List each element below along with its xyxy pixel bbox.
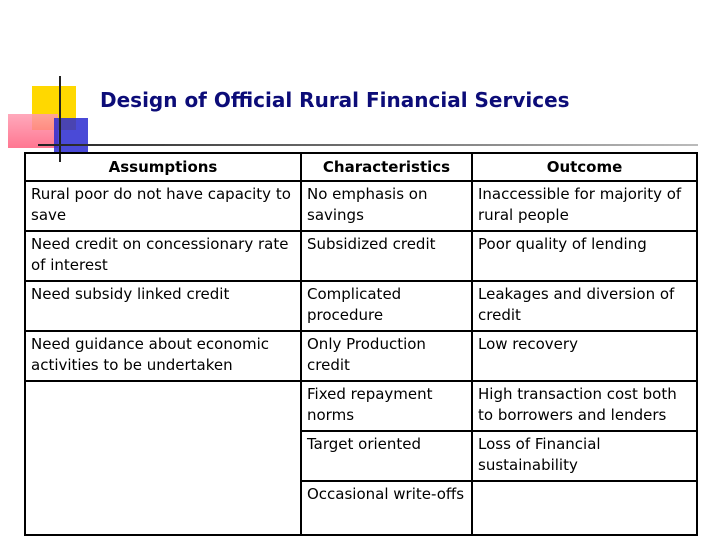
assumption-cell: Need guidance about economic activities to be undertaken (25, 331, 301, 381)
characteristic-cell: No emphasis on savings (301, 181, 472, 231)
outcome-cell: Poor quality of lending (472, 231, 697, 281)
header-outcome: Outcome (472, 153, 697, 181)
decor-pink-square (8, 114, 58, 148)
table-row (25, 281, 697, 331)
outcome-cell (472, 481, 697, 535)
characteristic-cell: Complicated procedure (301, 281, 472, 331)
assumption-cell: Need credit on concessionary rate of interest (25, 231, 301, 281)
outcome-cell: Inaccessible for majority of rural people (472, 181, 697, 231)
decor-vertical-line (59, 76, 61, 162)
table-row (25, 331, 697, 381)
assumption-empty-cell (25, 381, 301, 535)
header-characteristics: Characteristics (301, 153, 472, 181)
outcome-cell: Leakages and diversion of credit (472, 281, 697, 331)
slide-title: Design of Official Rural Financial Services (100, 88, 570, 112)
header-assumptions: Assumptions (25, 153, 301, 181)
characteristic-cell: Target oriented (301, 431, 472, 481)
characteristic-cell: Only Production credit (301, 331, 472, 381)
table-row (25, 381, 697, 431)
characteristic-cell: Occasional write-offs (301, 481, 472, 535)
outcome-cell: High transaction cost both to borrowers and lenders (472, 381, 697, 431)
characteristic-cell: Fixed repayment norms (301, 381, 472, 431)
table-header-row (25, 153, 697, 181)
design-table (24, 152, 698, 536)
characteristic-cell: Subsidized credit (301, 231, 472, 281)
assumption-cell: Need subsidy linked credit (25, 281, 301, 331)
title-underline (38, 144, 698, 146)
assumption-cell: Rural poor do not have capacity to save (25, 181, 301, 231)
outcome-cell: Loss of Financial sustainability (472, 431, 697, 481)
outcome-cell: Low recovery (472, 331, 697, 381)
table-row (25, 231, 697, 281)
table-row (25, 181, 697, 231)
